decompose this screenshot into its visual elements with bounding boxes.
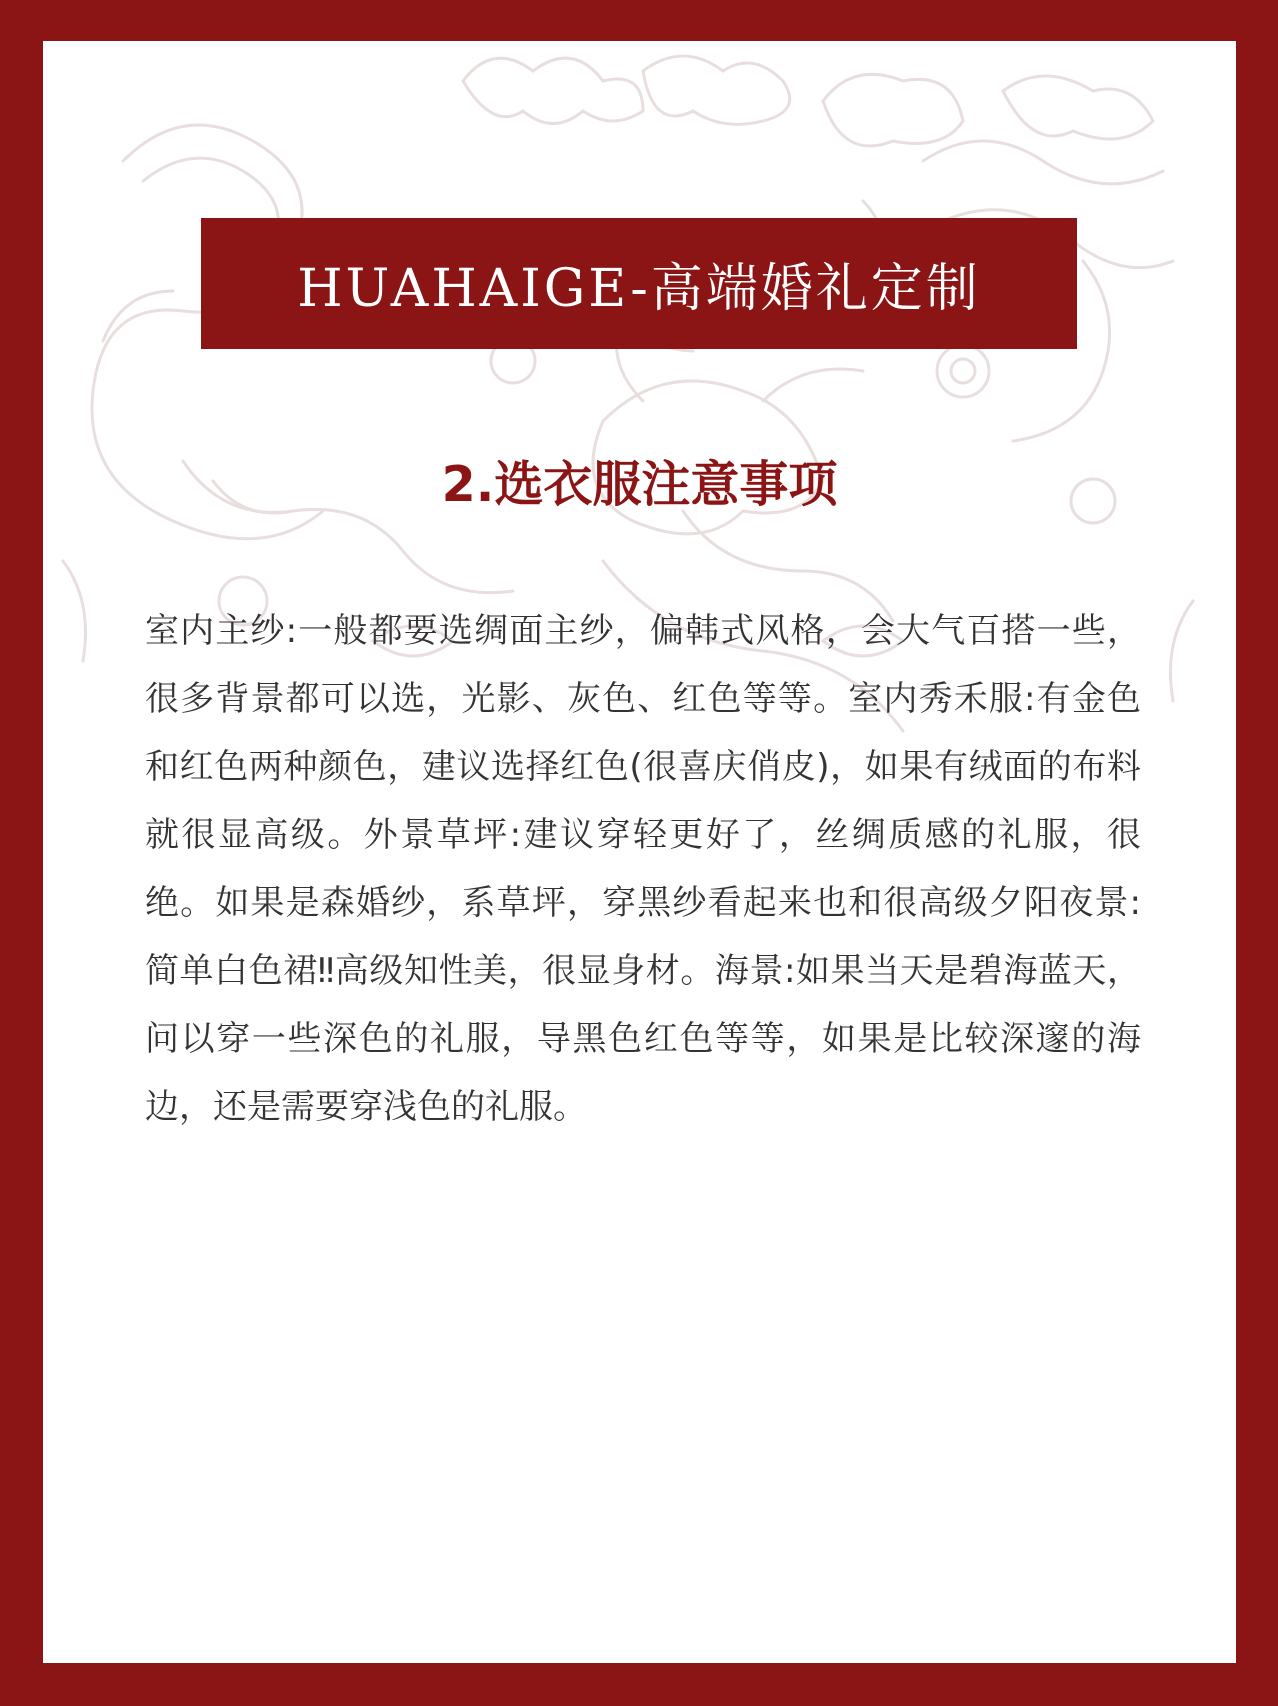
banner-title: HUAHAIGE-高端婚礼定制 <box>297 259 981 319</box>
content-card <box>43 41 1236 1663</box>
brand-banner <box>201 218 1077 349</box>
section-heading: 2.选衣服注意事项 <box>441 456 838 513</box>
section-body-text: 室内主纱:一般都要选绸面主纱，偏韩式风格，会大气百搭一些，很多背景都可以选，光影、灰色、红色等等。室内秀禾服:有金色和红色两种颜色，建议选择红色(很喜庆俏皮)，如果有绒面的布料就很显高级。外景草坪:建议穿轻更好了，丝绸质感的礼服，很绝。如果是森婚纱，系草坪，穿黑纱看起来也和很高级夕阳夜景:简单白色裙‼高级知性美，很显身材。海景:如果当天是碧海蓝天，问以穿一些深色的礼服，导黑色红色等等，如果是比较深邃的海边，还是需要穿浅色的礼服。 <box>145 611 1141 1127</box>
